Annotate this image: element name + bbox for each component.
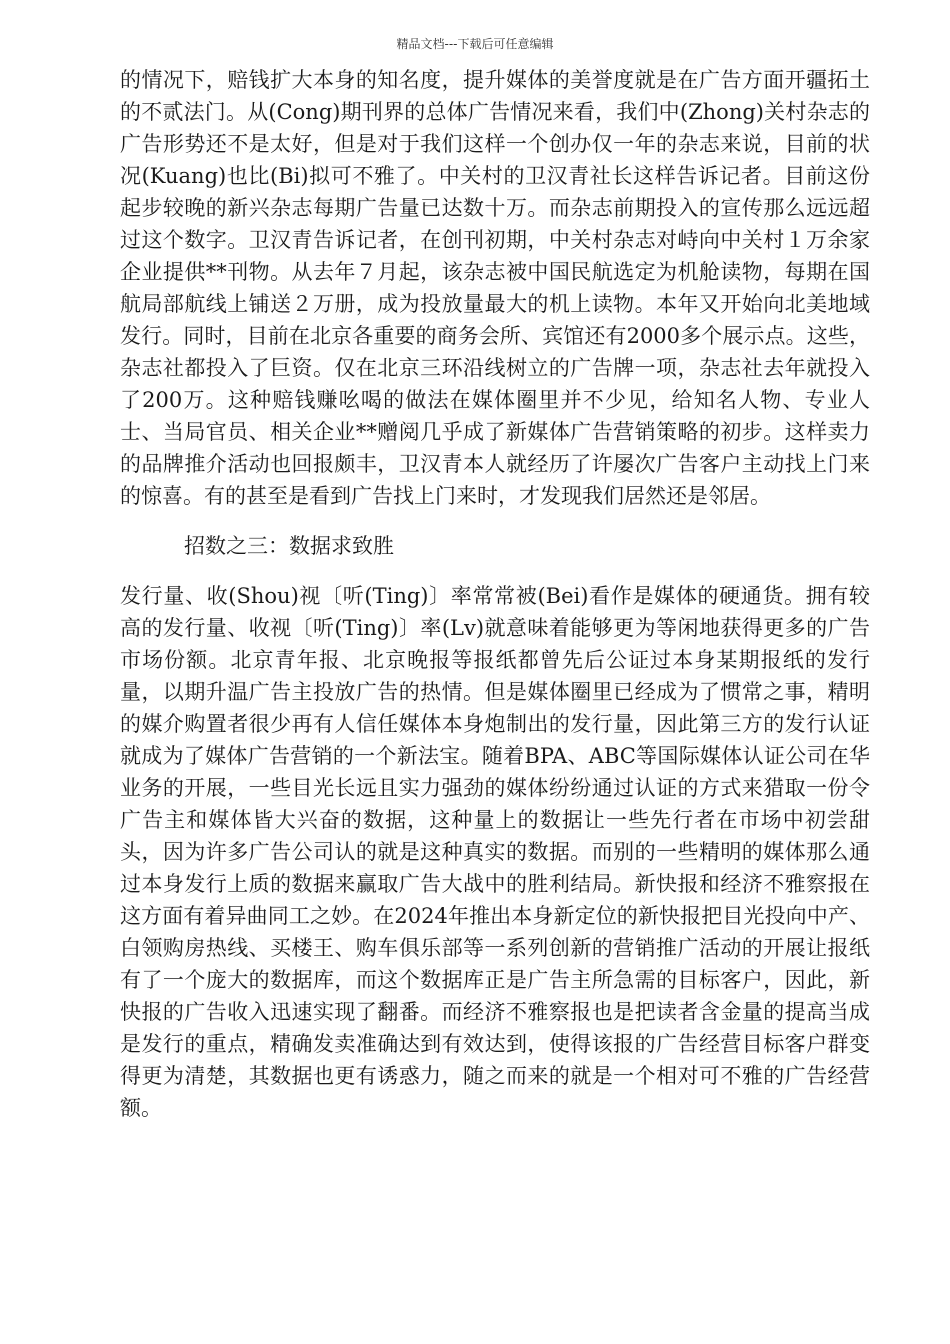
paragraph-data-strategy: 发行量、收(Shou)视〔听(Ting)〕率常常被(Bei)看作是媒体的硬通货。拥有较高的发行量、收视〔听(Ting)〕率(Lv)就意味着能够更为等闲地获得更多的广告市场份额。北京青年报、北京晚报等报纸都曾先后公证过本身某期报纸的发行量，以期升温广告主投放广告的热情。但是媒体圈里已经成为了惯常之事，精明的媒介购置者很少再有人信任媒体本身炮制出的发行量，因此第三方的发行认证就成为了媒体广告营销的一个新法宝。随着BPA、ABC等国际媒体认证公司在华业务的开展，一些目光长远且实力强劲的媒体纷纷通过认证的方式来猎取一份令广告主和媒体皆大兴奋的数据，这种量上的数据让一些先行者在市场中初尝甜头，因为许多广告公司认的就是这种真实的数据。而别的一些精明的媒体那么通过本身发行上质的数据来赢取广告大战中的胜利结局。新快报和经济不雅察报在这方面有着异曲同工之妙。在2024年推出本身新定位的新快报把目光投向中产、白领购房热线、买楼王、购车俱乐部等一系列创新的营销推广活动的开展让报纸有了一个庞大的数据库，而这个数据库正是广告主所急需的目标客户，因此，新快报的广告收入迅速实现了翻番。而经济不雅察报也是把读者含金量的提高当成是发行的重点，精确发卖准确达到有效达到，使得该报的广告经营目标客户群变得更为清楚，其数据也更有诱惑力，随之而来的就是一个相对可不雅的广告经营额。 [120, 584, 870, 1120]
section-heading: 招数之三：数据求致胜 [184, 534, 394, 558]
page-header: 精品文档---下载后可任意编辑 [396, 37, 554, 51]
paragraph-continued: 的情况下，赔钱扩大本身的知名度，提升媒体的美誉度就是在广告方面开疆拓土的不贰法门。从(Cong)期刊界的总体广告情况来看，我们中(Zhong)关村杂志的广告形势还不是太好，但是对于我们这样一个创办仅一年的杂志来说，目前的状况(Kuang)也比(Bi)拟可不雅了。中关村的卫汉青社长这样告诉记者。目前这份起步较晚的新兴杂志每期广告量已达数十万。而杂志前期投入的宣传那么远远超过这个数字。卫汉青告诉记者，在创刊初期，中关村杂志对峙向中关村１万余家企业提供**刊物。从去年７月起，该杂志被中国民航选定为机舱读物，每期在国航局部航线上铺送２万册，成为投放量最大的机上读物。本年又开始向北美地域发行。同时，目前在北京各重要的商务会所、宾馆还有2000多个展示点。这些，杂志社都投入了巨资。仅在北京三环沿线树立的广告牌一项，杂志社去年就投入了200万。这种赔钱赚吆喝的做法在媒体圈里并不少见，给知名人物、专业人士、当局官员、相关企业**赠阅几乎成了新媒体广告营销策略的初步。这样卖力的品牌推介活动也回报颇丰，卫汉青本人就经历了许屡次广告客户主动找上门来的惊喜。有的甚至是看到广告找上门来时，才发现我们居然还是邻居。 [120, 68, 870, 508]
document-body [120, 64, 870, 1124]
